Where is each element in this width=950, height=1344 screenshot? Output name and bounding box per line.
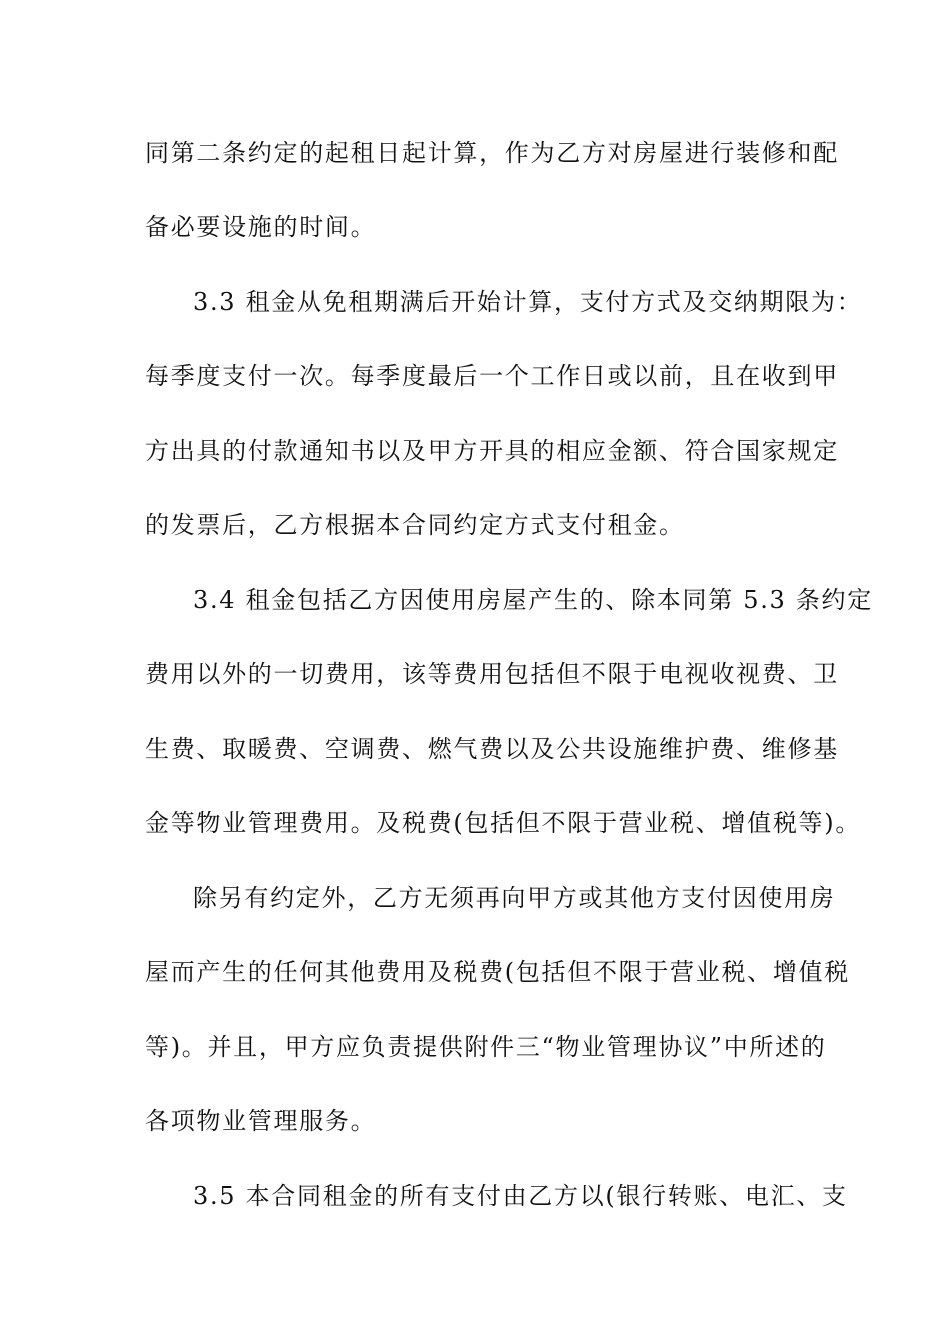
text-line: 生费、取暖费、空调费、燃气费以及公共设施维护费、维修基 bbox=[145, 735, 839, 763]
text-line: 费用以外的一切费用，该等费用包括但不限于电视收视费、卫 bbox=[145, 660, 839, 688]
paragraph-start-exception: 除另有约定外，乙方无须再向甲方或其他方支付因使用房 bbox=[193, 884, 836, 912]
text-line: 的发票后，乙方根据本合同约定方式支付租金。 bbox=[145, 511, 685, 539]
text-line: 同第二条约定的起租日起计算，作为乙方对房屋进行装修和配 bbox=[145, 139, 839, 167]
text-line: 屋而产生的任何其他费用及税费(包括但不限于营业税、增值税 bbox=[145, 958, 850, 986]
text-line: 各项物业管理服务。 bbox=[145, 1107, 377, 1135]
text-line: 金等物业管理费用。及税费(包括但不限于营业税、增值税等)。 bbox=[145, 809, 862, 837]
paragraph-start-3-5: 3.5 本合同租金的所有支付由乙方以(银行转账、电汇、支 bbox=[193, 1182, 848, 1210]
text-line: 方出具的付款通知书以及甲方开具的相应金额、符合国家规定 bbox=[145, 437, 839, 465]
paragraph-start-3-3: 3.3 租金从免租期满后开始计算，支付方式及交纳期限为： bbox=[193, 288, 863, 316]
paragraph-start-3-4: 3.4 租金包括乙方因使用房屋产生的、除本同第 5.3 条约定 bbox=[193, 586, 873, 614]
text-line: 等)。并且，甲方应负责提供附件三“物业管理协议”中所述的 bbox=[145, 1033, 827, 1061]
text-line: 每季度支付一次。每季度最后一个工作日或以前，且在收到甲 bbox=[145, 362, 839, 390]
text-line: 备必要设施的时间。 bbox=[145, 213, 377, 241]
